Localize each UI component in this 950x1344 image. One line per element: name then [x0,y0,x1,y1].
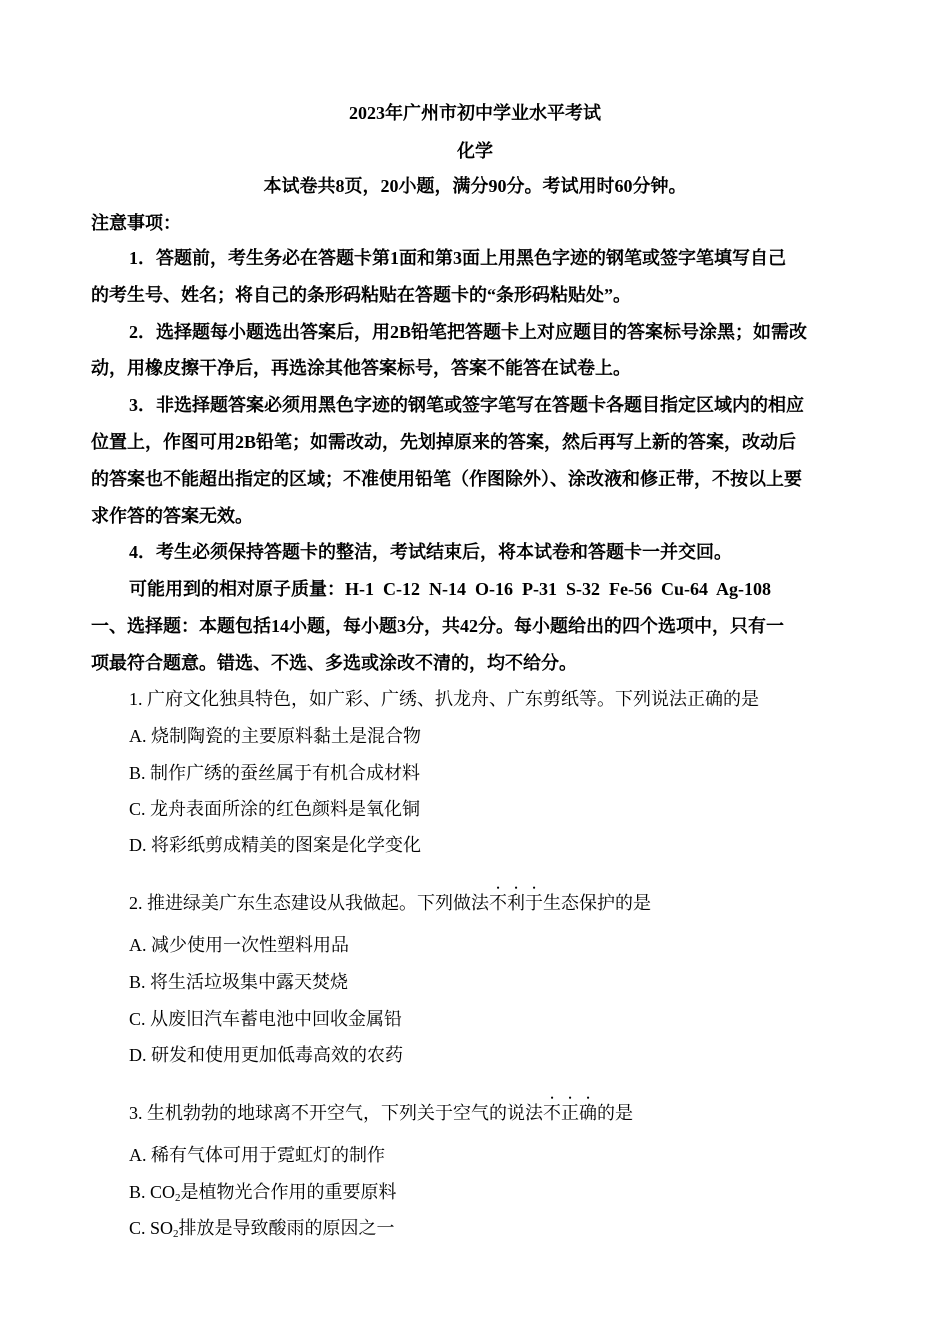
so2-formula: C. SO [129,1218,174,1238]
question-2-stem-text: 2. 推进绿美广东生态建设从我做起。下列做法 [129,893,489,913]
so2-subscript: 2 [173,1228,179,1240]
note-3-line-2: 位置上，作图可用2B铅笔；如需改动，先划掉原来的答案，然后再写上新的答案，改动后 [91,432,797,452]
question-1-stem: 1. 广府文化独具特色，如广彩、广绣、扒龙舟、广东剪纸等。下列说法正确的是 [129,689,759,709]
question-3-stem-end: 的是 [597,1103,633,1123]
section-1-line-1: 一、选择题：本题包括14小题，每小题3分，共42分。每小题给出的四个选项中，只有一 [91,616,784,636]
question-3-stem-text: 3. 生机勃勃的地球离不开空气，下列关于空气的说法 [129,1103,543,1123]
co2-subscript: 2 [175,1192,181,1204]
question-2-option-b: B. 将生活垃圾集中露天焚烧 [129,972,349,992]
note-1-line-1: 1．答题前，考生务必在答题卡第1面和第3面上用黑色字迹的钢笔或签字笔填写自己 [129,248,786,268]
question-3-stem [129,1093,633,1124]
question-1-option-d: D. 将彩纸剪成精美的图案是化学变化 [129,835,421,855]
exam-info: 本试卷共8页，20小题，满分90分。考试用时60分钟。 [263,176,687,196]
question-1-option-a: A. 烧制陶瓷的主要原料黏土是混合物 [129,726,421,746]
question-3-option-c-text: 排放是导致酸雨的原因之一 [178,1218,395,1238]
note-3-line-4: 求作答的答案无效。 [91,506,253,526]
question-3-option-c [129,1217,395,1239]
question-3-option-a: A. 稀有气体可用于霓虹灯的制作 [129,1145,385,1165]
question-3-emphasis: 不正确 [543,1103,597,1123]
note-3-line-3: 的答案也不能超出指定的区域；不准使用铅笔（作图除外）、涂改液和修正带，不按以上要 [91,469,802,489]
question-2-option-c: C. 从废旧汽车蓄电池中回收金属铅 [129,1009,403,1029]
question-3-option-b [129,1181,397,1203]
question-1-option-c: C. 龙舟表面所涂的红色颜料是氧化铜 [129,799,421,819]
note-1-line-2: 的考生号、姓名；将自己的条形码粘贴在答题卡的“条形码粘贴处”。 [91,285,631,305]
question-3-option-b-text: 是植物光合作用的重要原料 [180,1182,397,1202]
exam-title: 2023年广州市初中学业水平考试 [349,103,601,123]
question-2-stem-end: 生态保护的是 [543,893,651,913]
note-3-line-1: 3．非选择题答案必须用黑色字迹的钢笔或签字笔写在答题卡各题目指定区域内的相应 [129,395,804,415]
section-1-line-2: 项最符合题意。错选、不选、多选或涂改不清的，均不给分。 [91,653,577,673]
subject-title: 化学 [457,141,493,161]
note-2-line-1: 2．选择题每小题选出答案后，用2B铅笔把答题卡上对应题目的答案标号涂黑；如需改 [129,322,808,342]
note-4: 4．考生必须保持答题卡的整洁，考试结束后，将本试卷和答题卡一并交回。 [129,542,732,562]
question-2-option-d: D. 研发和使用更加低毒高效的农药 [129,1045,403,1065]
note-2-line-2: 动，用橡皮擦干净后，再选涂其他答案标号，答案不能答在试卷上。 [91,358,631,378]
question-2-stem [129,883,651,914]
co2-formula: B. CO [129,1182,176,1202]
atomic-masses: 可能用到的相对原子质量：H-1 C-12 N-14 O-16 P-31 S-32 Fe-56 Cu-64 Ag-108 [129,579,771,599]
question-2-option-a: A. 减少使用一次性塑料用品 [129,935,349,955]
notes-heading: 注意事项： [91,213,181,233]
question-2-emphasis: 不利于 [489,893,543,913]
question-1-option-b: B. 制作广绣的蚕丝属于有机合成材料 [129,763,421,783]
